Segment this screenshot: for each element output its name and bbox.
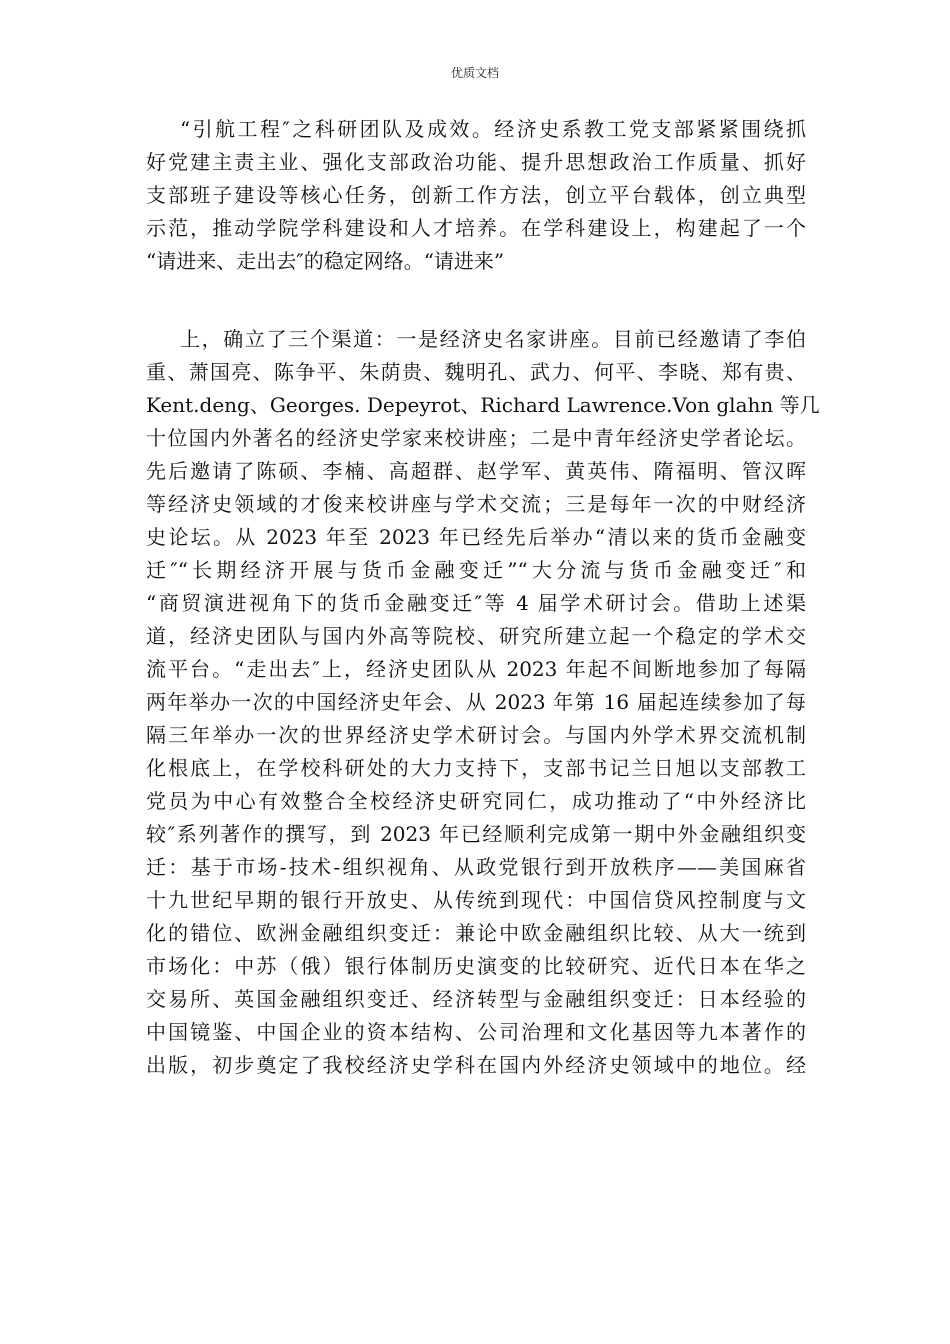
text-line: 上，确立了三个渠道：一是经济史名家讲座。目前已经邀请了李伯 (180, 327, 806, 351)
text-line: “商贸演进视角下的货币金融变迁″等 4 届学术研讨会。借助上述渠 (146, 591, 806, 615)
text-line: 化根底上，在学校科研处的大力支持下，支部书记兰日旭以支部教工 (146, 756, 806, 780)
text-line: 十位国内外著名的经济史学家来校讲座；二是中青年经济史学者论坛。 (146, 426, 806, 450)
text-line: 重、萧国亮、陈争平、朱荫贵、魏明孔、武力、何平、李晓、郑有贵、 (146, 360, 806, 384)
text-line: 出版，初步奠定了我校经济史学科在国内外经济史领域中的地位。经 (146, 1053, 806, 1077)
text-line: 化的错位、欧洲金融组织变迁：兼论中欧金融组织比较、从大一统到 (146, 921, 806, 945)
page-header: 优质文档 (450, 66, 499, 80)
text-line: 市场化：中苏（俄）银行体制历史演变的比较研究、近代日本在华之 (146, 954, 806, 978)
paragraph-2 (146, 323, 820, 1082)
text-line: 道，经济史团队与国内外高等院校、研究所建立起一个稳定的学术交 (146, 624, 806, 648)
text-line: 示范，推动学院学科建设和人才培养。在学科建设上，构建起了一个 (146, 216, 806, 240)
text-line: 先后邀请了陈硕、李楠、高超群、赵学军、黄英伟、隋福明、管汉晖 (146, 459, 806, 483)
text-line: Kent.deng、Georges. Depeyrot、Richard Lawrence.Von glahn 等几 (146, 393, 820, 417)
text-line: 等经济史领域的才俊来校讲座与学术交流；三是每年一次的中财经济 (146, 492, 806, 516)
text-line: 较″系列著作的撰写，到 2023 年已经顺利完成第一期中外金融组织变 (146, 822, 806, 846)
text-line: 交易所、英国金融组织变迁、经济转型与金融组织变迁：日本经验的 (146, 987, 806, 1011)
text-line: 迁：基于市场-技术-组织视角、从政党银行到开放秩序——美国麻省 (146, 855, 806, 879)
text-line: 支部班子建设等核心任务，创新工作方法，创立平台载体，创立典型 (146, 183, 806, 207)
text-line: “请进来、走出去″的稳定网络。“请进来” (146, 249, 505, 273)
text-line: 隔三年举办一次的世界经济史学术研讨会。与国内外学术界交流机制 (146, 723, 806, 747)
text-line: 中国镜鉴、中国企业的资本结构、公司治理和文化基因等九本著作的 (146, 1020, 806, 1044)
text-line: 史论坛。从 2023 年至 2023 年已经先后举办“清以来的货币金融变 (146, 525, 806, 549)
text-line: 好党建主责主业、强化支部政治功能、提升思想政治工作质量、抓好 (146, 150, 806, 174)
text-line: “引航工程″之科研团队及成效。经济史系教工党支部紧紧围绕抓 (180, 117, 806, 141)
text-line: 迁″“长期经济开展与货币金融变迁”“大分流与货币金融变迁″和 (146, 558, 806, 582)
text-line: 流平台。“走出去″上，经济史团队从 2023 年起不间断地参加了每隔 (146, 657, 806, 681)
text-line: 十九世纪早期的银行开放史、从传统到现代：中国信贷风控制度与文 (146, 888, 806, 912)
text-line: 党员为中心有效整合全校经济史研究同仁，成功推动了“中外经济比 (146, 789, 806, 813)
paragraph-1 (146, 113, 806, 278)
text-line: 两年举办一次的中国经济史年会、从 2023 年第 16 届起连续参加了每 (146, 690, 806, 714)
